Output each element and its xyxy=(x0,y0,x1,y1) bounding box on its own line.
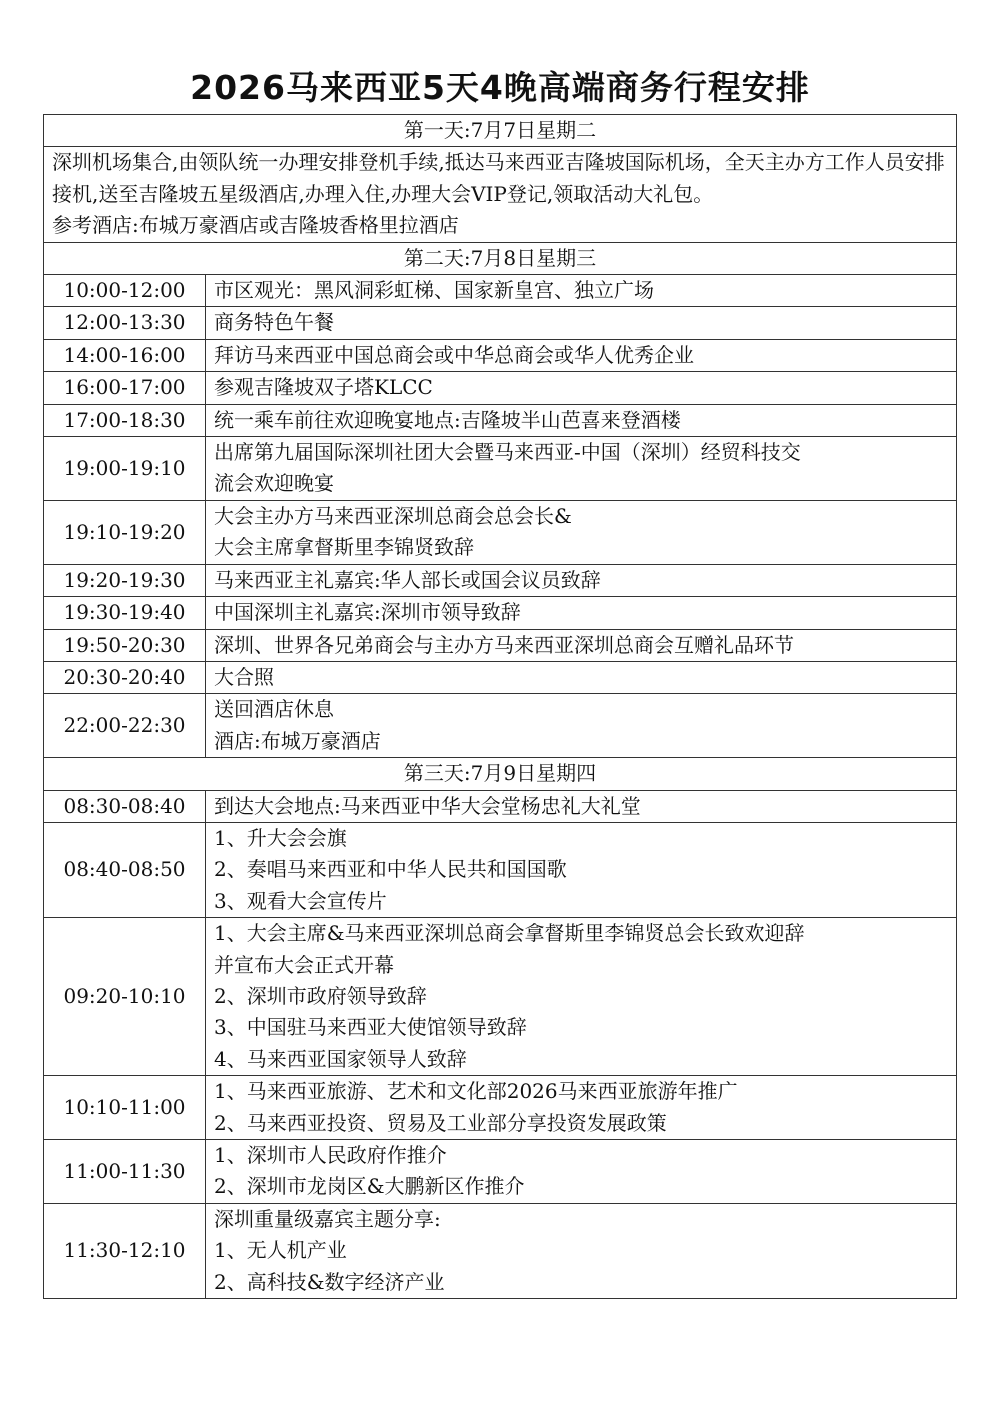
activity-cell xyxy=(206,437,957,501)
time-cell: 19:10-19:20 xyxy=(44,500,206,564)
itinerary-table xyxy=(43,114,957,1299)
activity-cell xyxy=(206,597,957,629)
activity-line: 流会欢迎晚宴 xyxy=(214,471,334,496)
activity-line: 1、升大会会旗 xyxy=(214,825,347,850)
activity-cell xyxy=(206,1140,957,1204)
time-cell: 10:00-12:00 xyxy=(44,275,206,307)
activity-line: 1、深圳市人民政府作推介 xyxy=(214,1143,447,1167)
activity-line: 商务特色午餐 xyxy=(214,310,334,335)
day1-content-row xyxy=(44,147,957,242)
time-cell: 11:30-12:10 xyxy=(44,1203,206,1298)
activity-line: 到达大会地点:马来西亚中华大会堂杨忠礼大礼堂 xyxy=(214,793,641,818)
table-row xyxy=(44,564,957,596)
activity-cell xyxy=(206,275,957,307)
activity-line: 市区观光：黑风洞彩虹梯、国家新皇宫、独立广场 xyxy=(214,278,654,303)
activity-line: 马来西亚主礼嘉宾:华人部长或国会议员致辞 xyxy=(214,567,601,592)
activity-cell xyxy=(206,307,957,339)
activity-line: 2、奏唱马来西亚和中华人民共和国国歌 xyxy=(214,857,567,882)
table-row xyxy=(44,1076,957,1140)
day-header: 第三天:7月9日星期四 xyxy=(44,758,957,790)
time-cell: 17:00-18:30 xyxy=(44,404,206,436)
time-cell: 08:40-08:50 xyxy=(44,822,206,917)
table-row xyxy=(44,372,957,404)
activity-line: 统一乘车前往欢迎晚宴地点:吉隆坡半山芭喜来登酒楼 xyxy=(214,407,681,432)
day2-header-row xyxy=(44,242,957,274)
time-cell: 22:00-22:30 xyxy=(44,694,206,758)
day-header: 第一天:7月7日星期二 xyxy=(44,115,957,147)
table-row xyxy=(44,307,957,339)
activity-cell xyxy=(206,404,957,436)
table-row xyxy=(44,404,957,436)
day3-header-row xyxy=(44,758,957,790)
activity-cell xyxy=(206,564,957,596)
activity-line: 2、深圳市龙岗区&大鹏新区作推介 xyxy=(214,1174,525,1199)
time-cell: 19:50-20:30 xyxy=(44,629,206,661)
time-cell: 10:10-11:00 xyxy=(44,1076,206,1140)
page-title: 2026马来西亚5天4晚高端商务行程安排 xyxy=(190,68,810,107)
table-row xyxy=(44,275,957,307)
table-row xyxy=(44,694,957,758)
time-cell: 16:00-17:00 xyxy=(44,372,206,404)
day1-paragraph: 深圳机场集合,由领队统一办理安排登机手续,抵达马来西亚吉隆坡国际机场，全天主办方工作人员安排接机,送至吉隆坡五星级酒店,办理入住,办理大会VIP登记,领取活动大礼包。 xyxy=(52,150,945,206)
table-row xyxy=(44,790,957,822)
activity-cell xyxy=(206,822,957,917)
table-row xyxy=(44,661,957,693)
day1-hotel: 参考酒店:布城万豪酒店或吉隆坡香格里拉酒店 xyxy=(52,213,459,238)
activity-line: 大合照 xyxy=(214,664,274,689)
activity-line: 深圳重量级嘉宾主题分享: xyxy=(214,1206,441,1231)
activity-line: 3、观看大会宣传片 xyxy=(214,888,387,913)
activity-line: 4、马来西亚国家领导人致辞 xyxy=(214,1046,467,1071)
day1-description xyxy=(44,147,957,242)
activity-cell xyxy=(206,790,957,822)
activity-line: 并宣布大会正式开幕 xyxy=(214,952,394,977)
day-header: 第二天:7月8日星期三 xyxy=(44,242,957,274)
time-cell: 20:30-20:40 xyxy=(44,661,206,693)
activity-line: 大会主办方马来西亚深圳总商会总会长& xyxy=(214,503,572,528)
time-cell: 19:20-19:30 xyxy=(44,564,206,596)
activity-line: 1、马来西亚旅游、艺术和文化部2026马来西亚旅游年推广 xyxy=(214,1079,738,1104)
activity-cell xyxy=(206,694,957,758)
table-row xyxy=(44,629,957,661)
activity-line: 2、高科技&数字经济产业 xyxy=(214,1269,445,1294)
table-row xyxy=(44,339,957,371)
activity-line: 1、大会主席&马来西亚深圳总商会拿督斯里李锦贤总会长致欢迎辞 xyxy=(214,921,805,946)
activity-line: 酒店:布城万豪酒店 xyxy=(214,728,381,753)
activity-line: 中国深圳主礼嘉宾:深圳市领导致辞 xyxy=(214,600,521,625)
activity-cell xyxy=(206,500,957,564)
activity-line: 2、马来西亚投资、贸易及工业部分享投资发展政策 xyxy=(214,1110,667,1135)
table-row xyxy=(44,1203,957,1298)
day1-header-row xyxy=(44,115,957,147)
activity-cell xyxy=(206,372,957,404)
table-row xyxy=(44,437,957,501)
table-row xyxy=(44,597,957,629)
table-row xyxy=(44,1140,957,1204)
time-cell: 12:00-13:30 xyxy=(44,307,206,339)
activity-cell xyxy=(206,1076,957,1140)
activity-cell xyxy=(206,1203,957,1298)
time-cell: 19:00-19:10 xyxy=(44,437,206,501)
activity-line: 1、无人机产业 xyxy=(214,1238,347,1263)
activity-line: 出席第九届国际深圳社团大会暨马来西亚-中国（深圳）经贸科技交 xyxy=(214,440,801,465)
table-row xyxy=(44,500,957,564)
activity-line: 送回酒店休息 xyxy=(214,697,334,722)
activity-cell xyxy=(206,661,957,693)
activity-line: 深圳、世界各兄弟商会与主办方马来西亚深圳总商会互赠礼品环节 xyxy=(214,632,794,657)
time-cell: 11:00-11:30 xyxy=(44,1140,206,1204)
activity-cell xyxy=(206,629,957,661)
table-row xyxy=(44,918,957,1076)
table-row xyxy=(44,822,957,917)
activity-cell xyxy=(206,918,957,1076)
activity-cell xyxy=(206,339,957,371)
time-cell: 14:00-16:00 xyxy=(44,339,206,371)
time-cell: 19:30-19:40 xyxy=(44,597,206,629)
time-cell: 09:20-10:10 xyxy=(44,918,206,1076)
activity-line: 拜访马来西亚中国总商会或中华总商会或华人优秀企业 xyxy=(214,342,694,367)
activity-line: 大会主席拿督斯里李锦贤致辞 xyxy=(214,535,474,560)
activity-line: 2、深圳市政府领导致辞 xyxy=(214,983,427,1008)
activity-line: 3、中国驻马来西亚大使馆领导致辞 xyxy=(214,1015,527,1040)
time-cell: 08:30-08:40 xyxy=(44,790,206,822)
activity-line: 参观吉隆坡双子塔KLCC xyxy=(214,375,433,400)
